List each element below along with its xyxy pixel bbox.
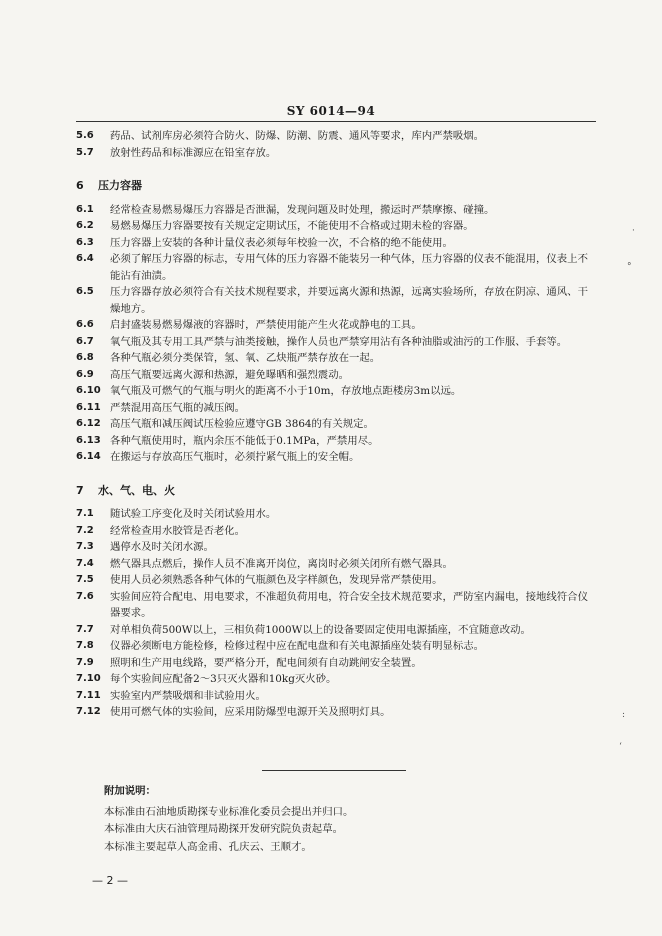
section-title: 水、气、电、火 — [98, 483, 175, 497]
clause-text: 启封盛装易燃易爆液的容器时，严禁使用能产生火花或静电的工具。 — [110, 319, 422, 331]
clause-number: 6.9 — [76, 368, 94, 380]
clause-text: 各种气瓶使用时，瓶内余压不能低于0.1MPa，严禁用尽。 — [110, 434, 379, 447]
clause — [76, 383, 596, 400]
main-content — [76, 128, 596, 721]
clause-number: 7.4 — [76, 557, 94, 569]
clause-number: 6.5 — [76, 286, 94, 297]
clause-number: 6.2 — [76, 220, 94, 231]
clause-text: 对单相负荷500W以上，三相负荷1000W以上的设备要固定使用电源插座，不宜随意改动。 — [110, 623, 531, 636]
clause-text: 氧气瓶及其专用工具严禁与油类接触，操作人员也严禁穿用沾有各种油脂或油污的工作服、手套等。 — [110, 335, 568, 348]
section-heading — [76, 483, 596, 500]
header-rule — [76, 121, 596, 122]
clause — [76, 218, 596, 235]
clause — [76, 416, 596, 433]
clause — [76, 433, 596, 450]
clause-text: 压力容器上安装的各种计量仪表必须每年校验一次，不合格的绝不能使用。 — [110, 236, 453, 249]
clause — [76, 400, 596, 417]
clause-number: 7.5 — [76, 574, 94, 585]
clause-number: 7.2 — [76, 524, 94, 536]
scan-speck: ‘ — [619, 742, 622, 752]
clause — [76, 145, 596, 162]
notes-line: 本标准由石油地质勘探专业标准化委员会提出并归口。 — [104, 805, 354, 818]
clause-text: 高压气瓶要远离火源和热源，避免曝晒和强烈震动。 — [110, 368, 349, 381]
section-title: 压力容器 — [98, 179, 142, 192]
clause-text: 仪器必须断电方能检修，检修过程中应在配电盘和有关电源插座处装有明显标志。 — [110, 640, 485, 652]
clause-number: 6.1 — [76, 203, 94, 215]
clause — [76, 589, 596, 622]
clause-number: 7.1 — [76, 508, 94, 519]
clause-text: 药品、试剂库房必须符合防火、防爆、防潮、防震、通风等要求，库内严禁吸烟。 — [110, 130, 485, 142]
clause-number: 7.7 — [76, 623, 94, 635]
notes-title: 附加说明： — [104, 785, 156, 797]
clause — [76, 556, 596, 573]
clause — [76, 334, 596, 351]
clause-text: 经常检查用水胶管是否老化。 — [110, 524, 246, 537]
clause-text: 放射性药品和标准源应在铅室存放。 — [110, 146, 277, 159]
clause-text: 各种气瓶必须分类保管，氢、氧、乙炔瓶严禁存放在一起。 — [110, 352, 381, 364]
clause — [76, 449, 596, 466]
clause-number: 6.8 — [76, 352, 94, 363]
clause-text: 实验间应符合配电、用电要求，不准超负荷用电，符合安全技术规范要求，严防室内漏电，接地线符合仪器要求。 — [110, 590, 588, 619]
clause-number: 6.11 — [76, 401, 101, 413]
notes-line: 本标准主要起草人高金甫、孔庆云、王顺才。 — [104, 840, 312, 853]
clause — [76, 671, 596, 688]
clause-number: 7.10 — [76, 673, 101, 684]
clause-number: 6.13 — [76, 434, 101, 446]
clause-text: 遇停水及时关闭水源。 — [110, 541, 214, 553]
clause-number: 5.6 — [76, 130, 94, 141]
clause-text: 经常检查易燃易爆压力容器是否泄漏，发现问题及时处理，搬运时严禁摩擦、碰撞。 — [110, 203, 495, 216]
clause — [76, 284, 596, 317]
clause-number: 7.9 — [76, 656, 94, 668]
clause-number: 6.10 — [76, 385, 101, 396]
clause-number: 6.12 — [76, 418, 101, 429]
section-gap — [76, 161, 596, 168]
additional-notes — [104, 783, 584, 856]
clause — [76, 350, 596, 367]
clause — [76, 572, 596, 589]
notes-line: 本标准由大庆石油管理局勘探开发研究院负责起草。 — [104, 823, 343, 835]
section-heading — [76, 178, 596, 195]
clause-text: 压力容器存放必须符合有关技术规程要求，并要远离火源和热源，远离实验场所，存放在阴凉、通风、干燥地方。 — [110, 286, 588, 315]
clause — [76, 638, 596, 655]
clause-text: 在搬运与存放高压气瓶时，必须拧紧气瓶上的安全帽。 — [110, 451, 360, 463]
clause-text: 易燃易爆压力容器要按有关规定定期试压，不能使用不合格或过期未检的容器。 — [110, 220, 474, 232]
clause-number: 7.11 — [76, 689, 101, 701]
clause-text: 随试验工序变化及时关闭试验用水。 — [110, 508, 277, 520]
section-number: 6 — [76, 179, 84, 192]
clause-text: 严禁混用高压气瓶的减压阀。 — [110, 401, 246, 414]
clause — [76, 655, 596, 672]
clause — [76, 704, 596, 721]
clause-number: 7.12 — [76, 706, 101, 717]
clause — [76, 367, 596, 384]
clause-text: 实验室内严禁吸烟和非试验用火。 — [110, 689, 266, 702]
clause-number: 6.7 — [76, 335, 94, 347]
clause-text: 每个实验间应配备2～3只灭火器和10kg灭火砂。 — [110, 673, 337, 685]
notes-separator-rule — [262, 770, 406, 771]
clause-number: 5.7 — [76, 146, 94, 158]
clause-text: 使用可燃气体的实验间，应采用防爆型电源开关及照明灯具。 — [110, 706, 391, 718]
clause — [76, 251, 596, 284]
clause — [76, 622, 596, 639]
clause-number: 7.8 — [76, 640, 94, 651]
clause-number: 6.6 — [76, 319, 94, 330]
clause-text: 照明和生产用电线路，要严格分开，配电间须有自动跳闸安全装置。 — [110, 656, 422, 669]
clause — [76, 317, 596, 334]
clause-text: 燃气器具点燃后，操作人员不准离开岗位，离岗时必须关闭所有燃气器具。 — [110, 557, 453, 570]
clause-text: 必须了解压力容器的标志，专用气体的压力容器不能装另一种气体，压力容器的仪表不能混用，仪表上不能沾有油渍。 — [110, 253, 588, 282]
section-gap — [76, 466, 596, 473]
section-number: 7 — [76, 483, 84, 497]
clause — [76, 688, 596, 705]
clause-number: 7.3 — [76, 541, 94, 552]
clause — [76, 539, 596, 556]
clause — [76, 523, 596, 540]
clause — [76, 506, 596, 523]
clause-text: 高压气瓶和减压阀试压检验应遵守GB 3864的有关规定。 — [110, 418, 374, 430]
standard-code-header: SY 6014—94 — [286, 104, 376, 118]
clause-number: 6.3 — [76, 236, 94, 248]
scan-speck: ° — [627, 262, 632, 272]
clause — [76, 202, 596, 219]
clause-number: 7.6 — [76, 590, 94, 602]
clause — [76, 128, 596, 145]
page-number: — 2 — — [92, 874, 128, 887]
clause-text: 氧气瓶及可燃气的气瓶与明火的距离不小于10m，存放地点距楼房3m以远。 — [110, 385, 462, 397]
clause-number: 6.14 — [76, 451, 101, 462]
clause-number: 6.4 — [76, 253, 94, 264]
scan-speck: : — [622, 710, 626, 720]
clause — [76, 235, 596, 252]
scan-speck: · — [632, 226, 635, 236]
clause-text: 使用人员必须熟悉各种气体的气瓶颜色及字样颜色，发现异常严禁使用。 — [110, 574, 443, 586]
